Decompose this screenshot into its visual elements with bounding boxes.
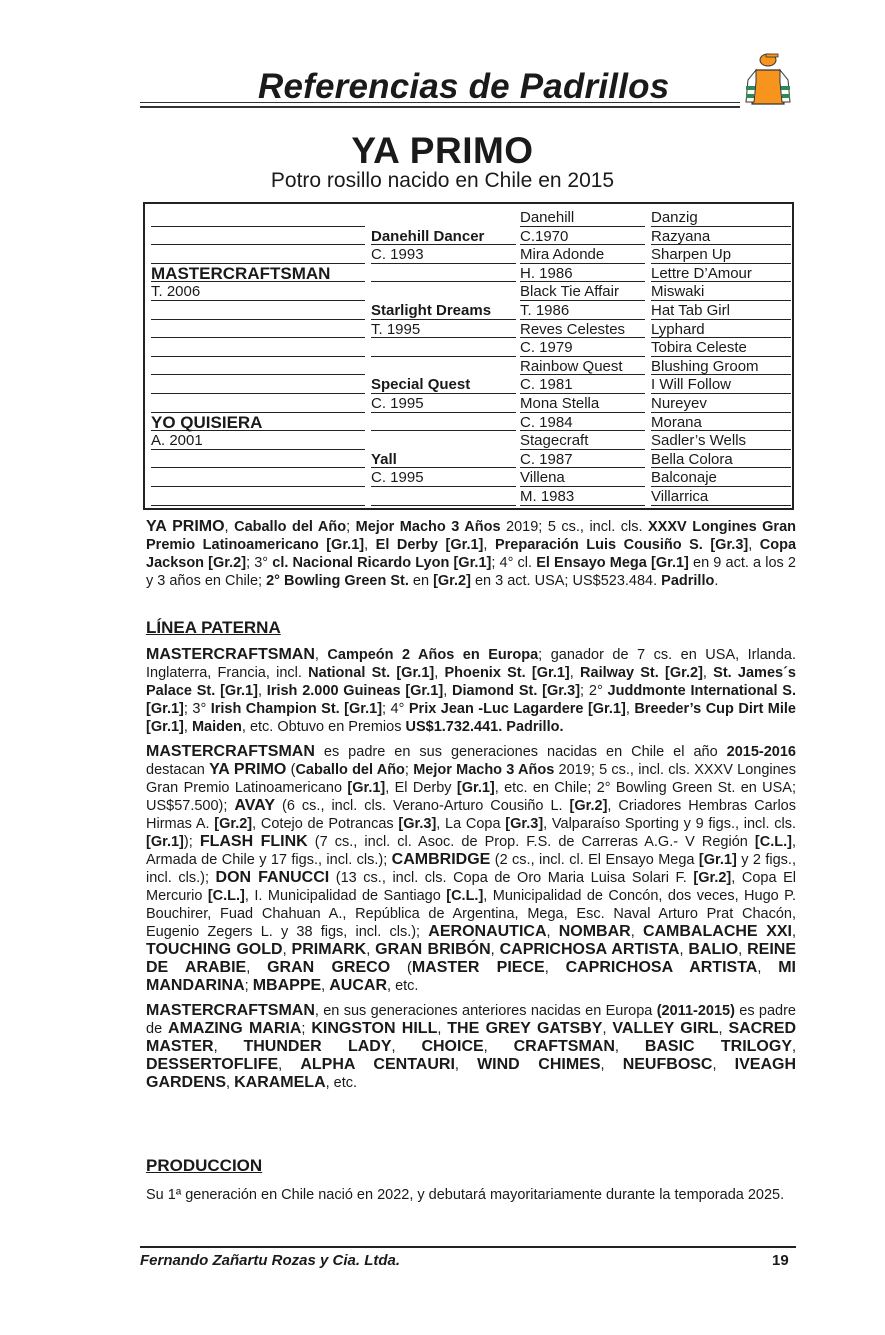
pedigree-rule [151, 467, 365, 468]
pedigree-cell: Villena [520, 469, 565, 487]
pedigree-rule [371, 281, 516, 282]
pedigree-cell: Morana [651, 413, 702, 431]
pedigree-cell: C. 1995 [371, 469, 424, 487]
page-number: 19 [772, 1252, 789, 1269]
pedigree-cell: Sadler’s Wells [651, 432, 747, 450]
pedigree-cell: T. 1986 [520, 302, 570, 319]
pedigree-cell: C. 1981 [520, 376, 573, 394]
pedigree-cell: Danehill Dancer [371, 227, 485, 245]
linea-paterna-text: MASTERCRAFTSMAN, Campeón 2 Años en Europa; ganador de 7 cs. en USA, Irlanda. Inglaterra, Francia, incl. National St. [Gr.1], Phoenix St. [Gr.1], Railway St. [Gr.2], St. James´s Palace St. [Gr.1], Irish 2.000 Guineas [Gr.1], Diamond St. [Gr.3]; 2° Juddmonte International S. [Gr.1]; 3° Irish Champion St. [Gr.1]; 4° Prix Jean -Luc Lagardere [Gr.1], Breeder’s Cup Dirt Mile [Gr.1], Maiden, etc. Obtuvo en Premios US$1.732.441. Padrillo. MASTERCRAFTSMAN es padre en sus generaciones nacidas en Chile el año 2015-2016 destacan YA PRIMO (Caballo del Año; Mejor Macho 3 Años 2019; 5 cs., incl. cls. XXXV Longines Gran Premio Latinoamericano [Gr.1], El Derby [Gr.1], etc. en Chile; 2° Bowling Green St. en USA; US$57.500); AVAY (6 cs., incl. cls. Verano-Arturo Cousiño L. [Gr.2], Criadores Hembras Carlos Hirmas A. [Gr.2], Cotejo de Potrancas [Gr.3], La Copa [Gr.3], Valparaíso Sporting y 9 figs., incl. cls. [Gr.1]); FLASH FLINK (7 cs., incl. cl. Asoc. de Prop. F.S. de Carreras A.G.- V Región [C.L.], Armada de Chile y 17 figs., incl. cls.); CAMBRIDGE (2 cs., incl. cl. El Ensayo Mega [Gr.1] y 2 figs., incl. cls.); DON FANUCCI (13 cs., incl. cls. Copa de Oro Maria Luisa Solari F. [Gr.2], Copa El Mercurio [C.L.], I. Municipalidad de Santiago [C.L.], Municipalidad de Concón, dos veces, Hugo P. Bouchirer, Fuad Chahuan A., República de Argentina, Mega, Esc. Naval Arturo Prat Chacón, Eugenio Zegers L. y 38 figs, incl. cls.); AERONAUTICA, NOMBAR, CAMBALACHE XXI, TOUCHING GOLD, PRIMARK, GRAN BRIBÓN, CAPRICHOSA ARTISTA, BALIO, REINE DE ARABIE, GRAN GRECO (MASTER PIECE, CAPRICHOSA ARTISTA, MI MANDARINA; MBAPPE, AUCAR, etc. MASTERCRAFTSMAN, en sus generaciones anteriores nacidas en Europa (2011-2015) es padre de AMAZING MARIA; KINGSTON HILL, THE GREY GATSBY, VALLEY GIRL, SACRED MASTER, THUNDER LADY, CHOICE, CRAFTSMAN, BASIC TRILOGY, DESSERTOFLIFE, ALPHA CENTAURI, WIND CHIMES, NEUFBOSC, IVEAGH GARDENS, KARAMELA, etc. [146, 646, 797, 1091]
pedigree-cell: Danehill [520, 209, 575, 226]
pedigree-cell: Mona Stella [520, 395, 600, 412]
section-produccion: PRODUCCION [146, 1156, 263, 1175]
pedigree-rule [151, 374, 365, 375]
pedigree-cell: Rainbow Quest [520, 357, 623, 375]
pedigree-rule [151, 505, 365, 506]
pedigree-cell: Sharpen Up [651, 246, 732, 264]
pedigree-cell: C. 1987 [520, 450, 573, 468]
pedigree-cell: A. 2001 [151, 432, 203, 450]
horse-subtitle: Potro rosillo nacido en Chile en 2015 [270, 169, 615, 192]
page-title: Referencias de Padrillos [258, 67, 670, 106]
header-rule [140, 102, 740, 103]
pedigree-rule [151, 393, 365, 394]
pedigree-cell: C. 1979 [520, 339, 573, 357]
pedigree-cell: C. 1993 [371, 246, 424, 264]
pedigree-cell: Razyana [651, 227, 711, 245]
pedigree-rule [151, 226, 365, 227]
pedigree-rule [151, 244, 365, 245]
pedigree-cell: Black Tie Affair [520, 283, 619, 301]
pedigree-cell: C. 1984 [520, 413, 573, 431]
jockey-silks-icon [742, 52, 802, 110]
produccion-text: Su 1ª generación en Chile nació en 2022, y debutará mayoritariamente durante la temporada 2025. [146, 1187, 785, 1203]
pedigree-cell: C. 1995 [371, 395, 424, 412]
pedigree-rule [151, 356, 365, 357]
pedigree-rule [371, 430, 516, 431]
pedigree-cell: Reves Celestes [520, 320, 626, 338]
pedigree-cell: Miswaki [651, 283, 705, 301]
pedigree-cell: Special Quest [371, 376, 471, 394]
pedigree-cell: Starlight Dreams [371, 302, 492, 319]
pedigree-cell: M. 1983 [520, 488, 575, 505]
pedigree-cell: T. 1995 [371, 320, 421, 338]
pedigree-cell: I Will Follow [651, 376, 732, 394]
section-linea-paterna: LÍNEA PATERNA [146, 618, 281, 637]
pedigree-cell: Danzig [651, 209, 698, 226]
pedigree-cell: Yall [371, 450, 397, 468]
pedigree-cell: Balconaje [651, 469, 717, 487]
pedigree-rule [151, 319, 365, 320]
pedigree-rule [371, 356, 516, 357]
pedigree-cell: Blushing Groom [651, 357, 759, 375]
pedigree-rule [151, 337, 365, 338]
pedigree-cell: H. 1986 [520, 264, 573, 282]
footer-rule [140, 1246, 796, 1248]
pedigree-cell: Stagecraft [520, 432, 589, 450]
pedigree-cell: Lettre D’Amour [651, 264, 752, 282]
pedigree-cell: Nureyev [651, 395, 707, 412]
page-header [140, 62, 800, 112]
pedigree-rule [371, 505, 516, 506]
pedigree-rule [151, 486, 365, 487]
pedigree-cell: MASTERCRAFTSMAN [151, 263, 331, 283]
pedigree-cell: Villarrica [651, 488, 709, 505]
pedigree-table [143, 202, 794, 510]
pedigree-cell: Bella Colora [651, 450, 733, 468]
summary-paragraph: YA PRIMO, Caballo del Año; Mejor Macho 3 Años 2019; 5 cs., incl. cls. XXXV Longines Gran Premio Latinoamericano [Gr.1], El Derby [Gr.1], Preparación Luis Cousiño S. [Gr.3], Copa Jackson [Gr.2]; 3° cl. Nacional Ricardo Lyon [Gr.1]; 4° cl. El Ensayo Mega [Gr.1] en 9 act. a los 2 y 3 años en Chile; 2° Bowling Green St. en [Gr.2] en 3 act. USA; US$523.484. Padrillo. [146, 518, 797, 589]
pedigree-cell: Hat Tab Girl [651, 302, 730, 319]
pedigree-cell: T. 2006 [151, 283, 201, 301]
pedigree-cell: C.1970 [520, 227, 569, 245]
pedigree-cell: Tobira Celeste [651, 339, 747, 357]
footer-company: Fernando Zañartu Rozas y Cia. Ltda. [140, 1252, 401, 1269]
header-rule-thick [140, 106, 740, 108]
pedigree-cell: Mira Adonde [520, 246, 605, 264]
pedigree-cell: YO QUISIERA [151, 412, 263, 432]
horse-name: YA PRIMO [351, 130, 534, 171]
pedigree-cell: Lyphard [651, 320, 705, 338]
